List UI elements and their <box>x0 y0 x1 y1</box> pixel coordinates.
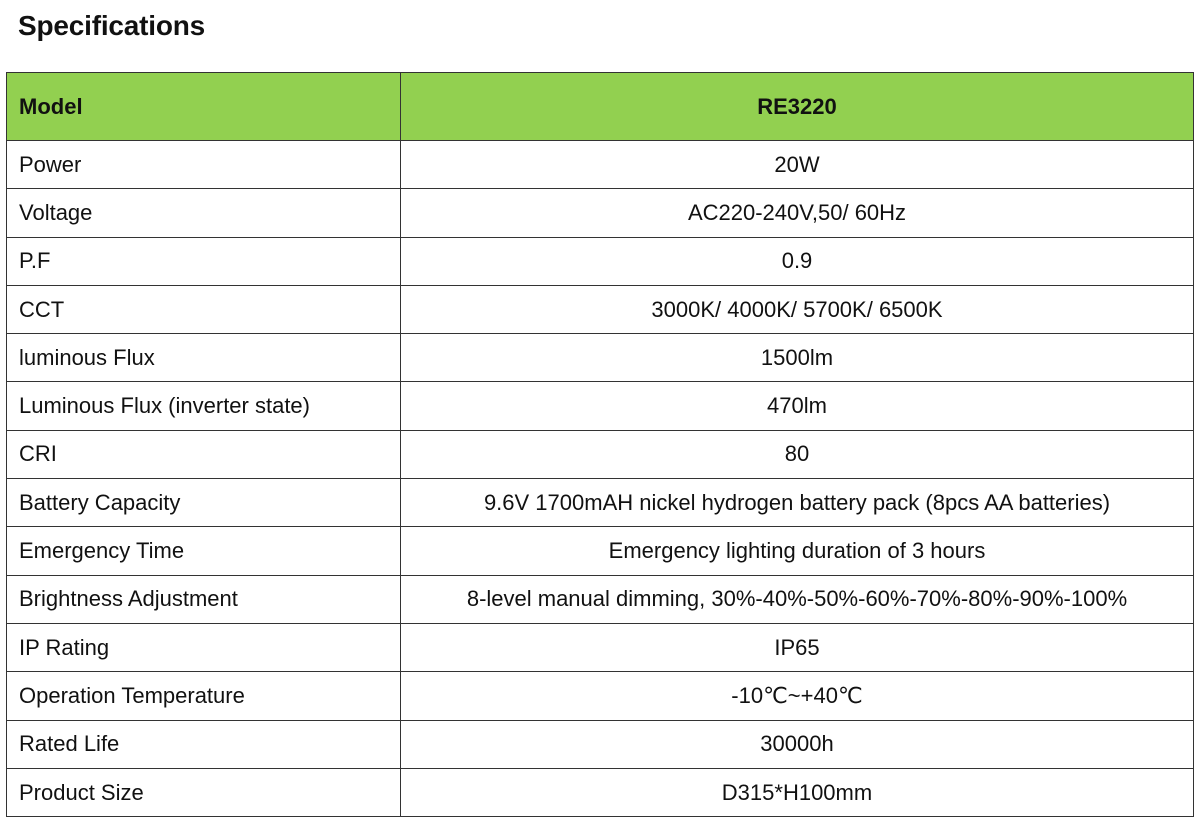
table-row <box>7 575 1194 623</box>
row-label: Voltage <box>7 189 401 237</box>
header-model-label: Model <box>7 73 401 141</box>
table-row <box>7 527 1194 575</box>
table-row <box>7 382 1194 430</box>
table-row <box>7 334 1194 382</box>
table-body <box>7 141 1194 817</box>
table-row <box>7 141 1194 189</box>
page-title: Specifications <box>18 10 206 41</box>
header-row <box>7 73 1194 141</box>
row-label: Luminous Flux (inverter state) <box>7 382 401 430</box>
row-label: Power <box>7 141 401 189</box>
row-value: -10℃~+40℃ <box>401 672 1194 720</box>
header-model-value: RE3220 <box>401 73 1194 141</box>
row-label: IP Rating <box>7 623 401 671</box>
row-label: Brightness Adjustment <box>7 575 401 623</box>
row-label: CRI <box>7 430 401 478</box>
table-row <box>7 237 1194 285</box>
row-value: 470lm <box>401 382 1194 430</box>
table-row <box>7 768 1194 816</box>
row-value: IP65 <box>401 623 1194 671</box>
row-label: P.F <box>7 237 401 285</box>
table-row <box>7 479 1194 527</box>
row-value: 0.9 <box>401 237 1194 285</box>
row-value: Emergency lighting duration of 3 hours <box>401 527 1194 575</box>
row-label: Emergency Time <box>7 527 401 575</box>
row-value: 20W <box>401 141 1194 189</box>
table-header <box>7 73 1194 141</box>
table-row <box>7 623 1194 671</box>
row-label: Rated Life <box>7 720 401 768</box>
row-label: CCT <box>7 285 401 333</box>
specifications-table <box>6 72 1194 817</box>
row-value: 80 <box>401 430 1194 478</box>
row-label: Battery Capacity <box>7 479 401 527</box>
row-label: Operation Temperature <box>7 672 401 720</box>
row-value: 1500lm <box>401 334 1194 382</box>
row-value: D315*H100mm <box>401 768 1194 816</box>
row-label: Product Size <box>7 768 401 816</box>
row-value: 8-level manual dimming, 30%-40%-50%-60%-70%-80%-90%-100% <box>401 575 1194 623</box>
table-row <box>7 430 1194 478</box>
table-row <box>7 189 1194 237</box>
table-row <box>7 720 1194 768</box>
row-value: 9.6V 1700mAH nickel hydrogen battery pack (8pcs AA batteries) <box>401 479 1194 527</box>
row-value: 3000K/ 4000K/ 5700K/ 6500K <box>401 285 1194 333</box>
row-value: 30000h <box>401 720 1194 768</box>
row-value: AC220-240V,50/ 60Hz <box>401 189 1194 237</box>
row-label: luminous Flux <box>7 334 401 382</box>
table-row <box>7 672 1194 720</box>
table-row <box>7 285 1194 333</box>
